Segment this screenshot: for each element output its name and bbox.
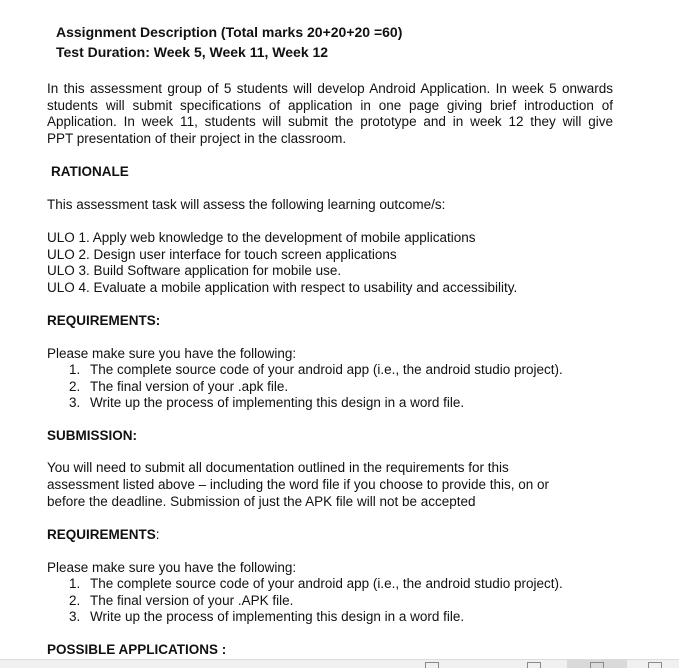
list-item: 3. Write up the process of implementing this design in a word file. xyxy=(69,609,465,624)
submission-heading: SUBMISSION: xyxy=(47,428,138,443)
ulo-item: ULO 4. Evaluate a mobile application with respect to usability and accessibility. xyxy=(47,280,518,295)
intro-paragraph xyxy=(47,81,613,147)
ulo-item: ULO 3. Build Software application for mobile use. xyxy=(47,263,342,278)
intro-line: PPT presentation of their project in the classroom. xyxy=(47,130,347,146)
focus-icon[interactable] xyxy=(425,662,439,668)
intro-line: In this assessment group of 5 students will develop Android Application. In week 5 onwards xyxy=(47,81,613,96)
ulo-item: ULO 1. Apply web knowledge to the development of mobile applications xyxy=(47,230,476,245)
intro-line: Application. In week 11, students will submit the prototype and in week 12 they will give xyxy=(47,114,613,130)
web-layout-icon[interactable] xyxy=(648,662,662,668)
assignment-title: Assignment Description (Total marks 20+20+20 =60) xyxy=(56,24,403,40)
list-item: 1. The complete source code of your android app (i.e., the android studio project). xyxy=(69,576,563,591)
rationale-heading: RATIONALE xyxy=(51,164,129,179)
ulo-item: ULO 2. Design user interface for touch screen applications xyxy=(47,247,397,262)
list-item: 1. The complete source code of your android app (i.e., the android studio project). xyxy=(69,362,563,377)
submission-line: assessment listed above – including the word file if you choose to provide this, on or xyxy=(47,477,550,492)
print-layout-icon xyxy=(590,662,604,668)
possible-applications-heading: POSSIBLE APPLICATIONS : xyxy=(47,642,227,657)
test-duration: Test Duration: Week 5, Week 11, Week 12 xyxy=(56,44,329,60)
submission-line: before the deadline. Submission of just the APK file will not be accepted xyxy=(47,494,476,509)
requirements-intro: Please make sure you have the following: xyxy=(47,346,297,361)
requirements-intro-2: Please make sure you have the following: xyxy=(47,560,297,575)
requirements-heading: REQUIREMENTS: xyxy=(47,313,161,328)
list-item: 3. Write up the process of implementing this design in a word file. xyxy=(69,395,465,410)
list-item: 2. The final version of your .apk file. xyxy=(69,379,289,394)
rationale-text: This assessment task will assess the following learning outcome/s: xyxy=(47,197,446,212)
submission-line: You will need to submit all documentation outlined in the requirements for this xyxy=(47,460,509,475)
list-item: 2. The final version of your .APK file. xyxy=(69,593,294,608)
intro-line: students will submit specifications of application in one page giving brief introduction of xyxy=(47,97,613,113)
requirements-heading-2: REQUIREMENTS: xyxy=(47,527,160,542)
read-mode-icon[interactable] xyxy=(527,662,541,668)
